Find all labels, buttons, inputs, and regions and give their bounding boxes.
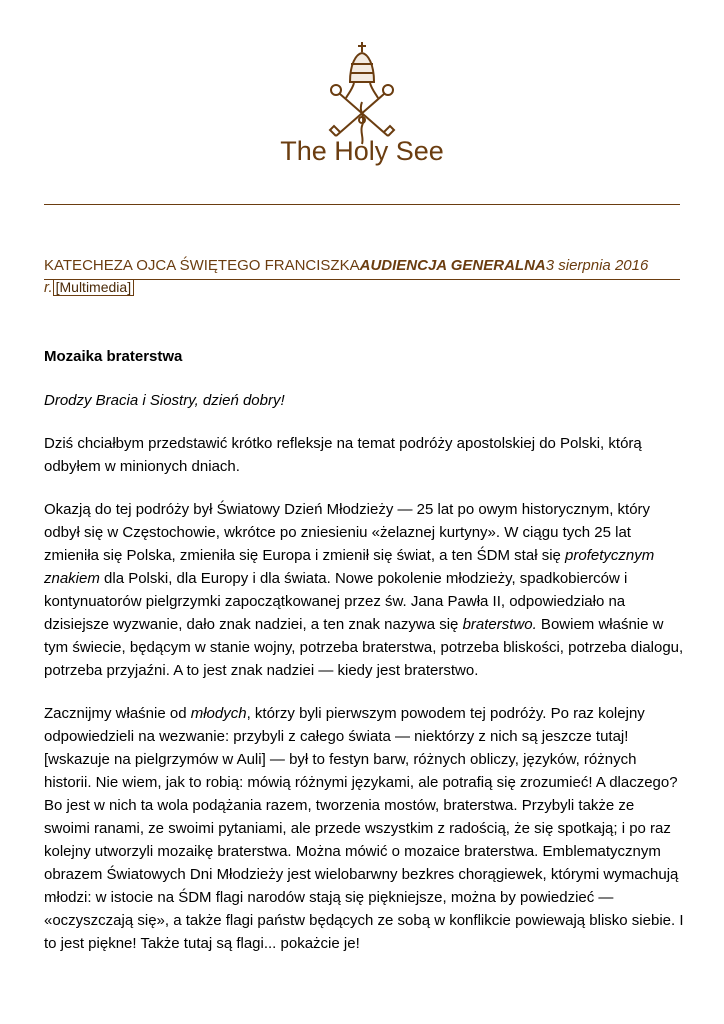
paragraph-3-emphasis: młodych: [190, 705, 247, 722]
article-body: [44, 346, 684, 975]
paragraph-3-text-b: , którzy byli pierwszym powodem tej podróży. Po raz kolejny odpowiedzieli na wezwanie: przybyli z całego świata — niektórzy z nich są jeszcze tutaj! [wskazuje na pielgrzymów w Auli] — był to festyn barw, różnych obliczy, języków, różnych historii. Nie wiem, jak to robią: mówią różnymi językami, ale potrafią się zrozumieć! A dlaczego? Bo jest w nich ta wola podążania razem, tworzenia mostów, braterstwa. Przybyli także ze swoimi ranami, ze swoimi pytaniami, ale przede wszystkim z radością, że się spotkają; i po raz kolejny utworzyli mozaikę braterstwa. Można mówić o mozaice braterstwa. Emblematycznym obrazem Światowych Dni Młodzieży jest wielobarwny bezkres chorągiewek, którymi wymachują młodzi: w istocie na ŚDM flagi narodów stają się piękniejsze, można by powiedzieć — «oczyszczają się», a także flagi państw będących ze sobą w konflikcie powiewają blisko siebie. I to jest piękne! Także tutaj są flagi... pokażcie je!: [44, 705, 684, 952]
paragraph-1: Dziś chciałbym przedstawić krótko refleksje na temat podróży apostolskiej do Polski, którą odbyłem w minionych dniach.: [44, 435, 642, 475]
header-underline: [44, 279, 680, 280]
paragraph-2-emphasis-b: braterstwo.: [462, 616, 537, 633]
paragraph-3-text-a: Zacznijmy właśnie od: [44, 705, 191, 722]
paragraph-2-text-c: Bowiem właśnie w tym świecie, będącym w stanie wojny, potrzeba braterstwa, potrzeba bliskości, potrzeba dialogu, potrzeba przyjaźni. A to jest znak nadziei — kiedy jest braterstwo.: [44, 616, 684, 679]
greeting-paragraph: Drodzy Bracia i Siostry, dzień dobry!: [44, 392, 285, 409]
multimedia-link[interactable]: [Multimedia]: [53, 279, 134, 296]
site-title: The Holy See: [280, 136, 444, 166]
paragraph-2: [44, 498, 684, 682]
document-header-continued: [44, 278, 134, 298]
catechesis-label: KATECHEZA OJCA ŚWIĘTEGO FRANCISZKA: [44, 257, 360, 274]
paragraph-3: [44, 702, 684, 955]
paragraph-2-text-b: dla Polski, dla Europy i dla świata. Nowe pokolenie młodzieży, spadkobierców i kontynuatorów pielgrzymki zapoczątkowanej przez św. Jana Pawła II, odpowiedziało na dzisiejsze wyzwanie, dało znak nadziei, a ten znak nazywa się: [44, 570, 628, 633]
papal-keys-tiara-emblem-icon: [318, 40, 406, 148]
header-divider: [44, 204, 680, 205]
date-suffix: r.: [44, 279, 53, 296]
paragraph-2-text-a: Okazją do tej podróży był Światowy Dzień Młodzieży — 25 lat po owym historycznym, który odbył się w Częstochowie, wkrótce po zniesieniu «żelaznej kurtyny». W ciągu tych 25 lat zmieniła się Polska, zmieniła się Europa i zmienił się świat, a ten ŚDM stał się: [44, 501, 651, 564]
audience-label: AUDIENCJA GENERALNA: [359, 257, 546, 274]
document-header: [44, 254, 684, 278]
audience-date: 3 sierpnia 2016: [545, 257, 649, 274]
paragraph-2-emphasis-a: profetycznym znakiem: [44, 547, 655, 587]
article-title: Mozaika braterstwa: [44, 348, 183, 365]
